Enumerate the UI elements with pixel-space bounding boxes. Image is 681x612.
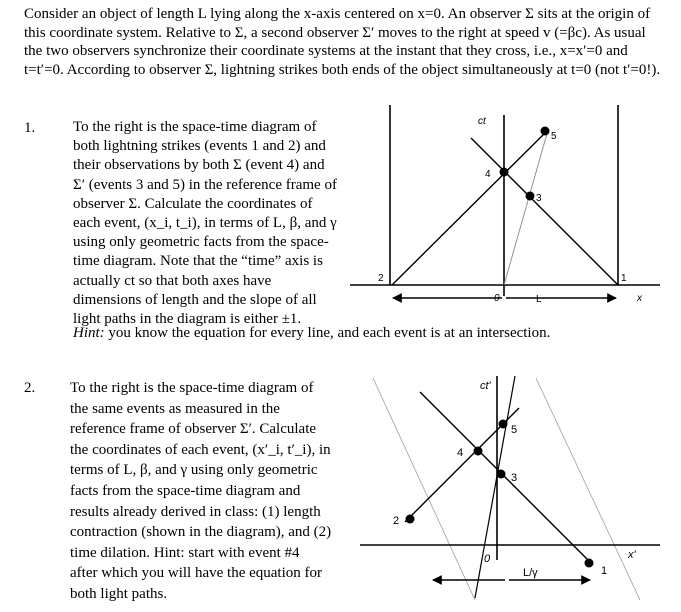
event-1-label: 1	[601, 565, 608, 577]
ct-prime-axis-label: ct'	[480, 380, 491, 392]
event-dot	[541, 127, 550, 136]
diagram-2	[360, 376, 660, 600]
event-dot	[499, 420, 508, 429]
origin-label: 0	[494, 293, 500, 304]
problem-1-line: time diagram. Note that the “time” axis is	[73, 253, 323, 270]
problem-1-line: both lightning strikes (events 1 and 2) and	[73, 138, 326, 155]
problem-1-line: their observations by both Σ (event 4) and	[73, 157, 325, 174]
problem-2-line: To the right is the space-time diagram of	[70, 380, 314, 396]
problem-1-line: actually ct so that both axes have	[73, 272, 272, 289]
event-4-label: 4	[457, 447, 464, 459]
event-dot	[585, 559, 594, 568]
ct-axis-label: ct	[478, 116, 486, 127]
event-dot	[497, 470, 506, 479]
x-axis-label: x	[637, 293, 642, 304]
problem-2-line: time dilation. Hint: start with event #4	[70, 544, 300, 561]
event-dot	[500, 168, 509, 177]
event-4-label: 4	[485, 169, 491, 180]
event-5-label: 5	[551, 131, 557, 142]
problem-1-line: Σ′ (events 3 and 5) in the reference frame of	[73, 176, 337, 193]
problem-2-line: the coordinates of each event, (x′_i, t′_i), in	[70, 441, 331, 458]
event-5-label: 5	[511, 424, 518, 436]
length-label: L	[536, 294, 542, 305]
length-label: L/γ	[523, 567, 538, 579]
problem-1-line: dimensions of length and the slope of all	[73, 291, 317, 308]
problem-2-line: both light paths.	[70, 585, 168, 602]
diagram-1	[350, 105, 660, 305]
problem-1-number: 1.	[24, 120, 36, 136]
problem-2-line: after which you will have the equation for	[70, 565, 322, 582]
event-3-label: 3	[536, 193, 542, 204]
problem-2-line: reference frame of observer Σ′. Calculate	[70, 421, 317, 438]
problem-1-line: each event, (x_i, t_i), in terms of L, β, and γ	[73, 215, 337, 232]
event-2-label: 2	[378, 273, 384, 284]
problem-2-line: the same events as measured in the	[70, 400, 280, 417]
problem-2-number: 2.	[24, 380, 36, 396]
event-dot	[526, 192, 535, 201]
x-prime-axis-label: x'	[628, 549, 636, 561]
problem-1-line: To the right is the space-time diagram of	[73, 119, 317, 135]
problem-2-line: contraction (shown in the diagram), and (2)	[70, 524, 332, 541]
left-end-worldline	[373, 378, 475, 600]
event-2-label: 2	[393, 515, 400, 527]
light-path-from-2	[392, 130, 548, 285]
intro-paragraph: Consider an object of length L lying along the x-axis centered on x=0. An observer Σ sits at the origin of this coordinate system. Relative to Σ, a second observer Σ′ moves to the right at speed v (=βc). As usual the two observers synchronize their coordinate systems at the instant that they cross, i.e., x=x′=0 and t=t′=0. According to observer Σ, lightning strikes both ends of the object simultaneously at t=0 (not t′=0!).	[24, 6, 661, 78]
problem-2-line: terms of L, β, and γ using only geometric	[70, 462, 318, 479]
origin-label: 0	[484, 553, 491, 565]
event-1-label: 1	[621, 273, 627, 284]
hint-text: you know the equation for every line, and each event is at an intersection.	[108, 325, 551, 341]
problem-1-line: observer Σ. Calculate the coordinates of	[73, 195, 313, 212]
event-dot	[406, 515, 415, 524]
problem-1-line: using only geometric facts from the space-	[73, 234, 329, 251]
problem-1-line: light paths in the diagram is either ±1.	[73, 311, 302, 328]
sigma-worldline	[475, 376, 518, 598]
problem-2-line: results already derived in class: (1) length	[70, 503, 321, 520]
event-3-label: 3	[511, 472, 518, 484]
light-path-from-1	[420, 392, 593, 565]
problem-2-line: facts from the space-time diagram and	[70, 482, 301, 499]
hint-label: Hint:	[73, 325, 105, 341]
light-path-from-1	[471, 138, 618, 285]
event-dot	[474, 447, 483, 456]
